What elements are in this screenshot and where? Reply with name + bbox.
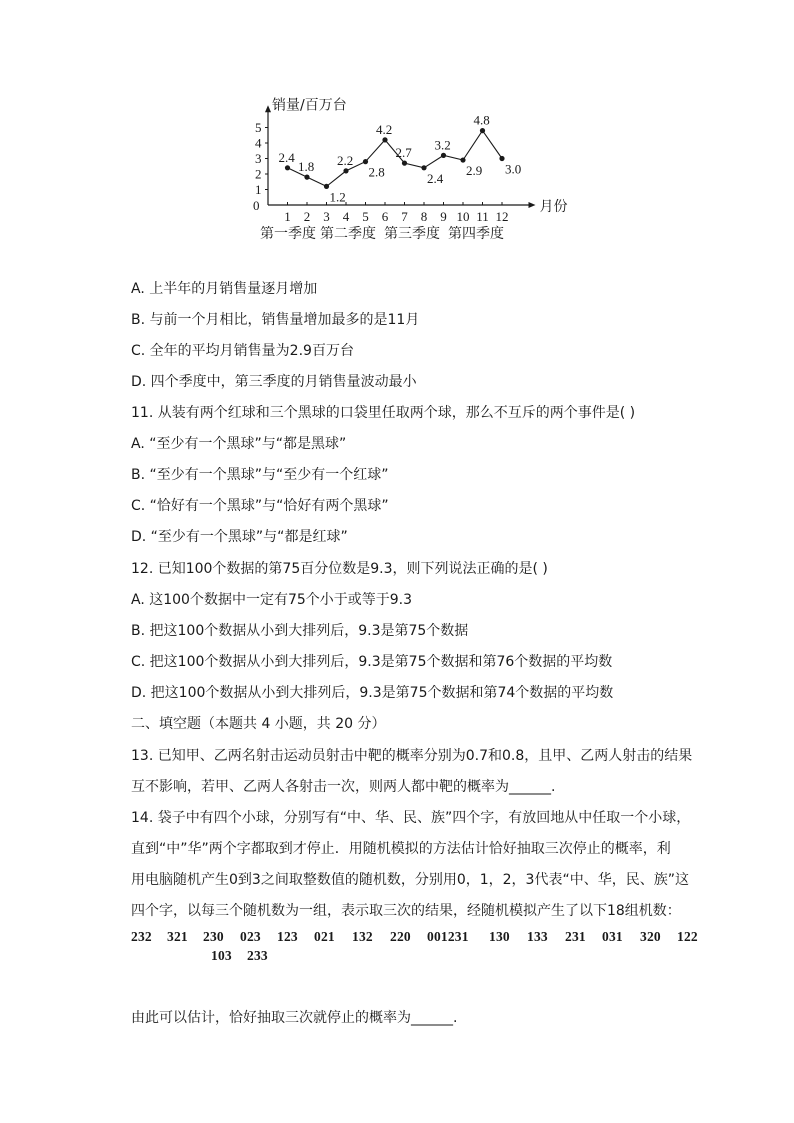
x-tick-label: 5 [362,209,369,224]
random-number: 001231 [427,929,469,944]
data-point [441,153,446,158]
q12-option-c: C. 把这100个数据从小到大排列后，9.3是第75个数据和第76个数据的平均数 [131,654,613,670]
quarter-label: 第四季度 [448,226,504,242]
y-axis-arrow [265,105,271,112]
data-label: 2.8 [368,164,385,180]
q11-stem: 11. 从装有两个红球和三个黑球的口袋里任取两个球，那么不互斥的两个事件是( ) [131,405,636,421]
data-point [402,161,407,166]
q10-option-d: D. 四个季度中，第三季度的月销售量波动最小 [131,374,417,390]
x-tick-label: 7 [401,209,408,224]
random-number: 123 [277,929,298,944]
q12-option-b: B. 把这100个数据从小到大排列后，9.3是第75个数据 [131,623,469,639]
random-number: 231 [565,929,586,944]
q13-line: 互不影响，若甲、乙两人各射击一次，则两人都中靶的概率为______. [131,779,556,795]
y-tick-label: 5 [255,120,262,135]
data-point [382,137,387,142]
section-heading: 二、填空题（本题共 4 小题，共 20 分） [131,716,386,732]
y-tick-label: 0 [253,198,260,213]
x-axis-arrow [529,202,536,208]
x-tick-label: 10 [456,209,470,224]
data-point [285,165,290,170]
quarter-labels [260,223,504,243]
quarter-label: 第三季度 [384,226,440,242]
data-point [324,184,329,189]
q14-line: 用电脑随机产生0到3之间取整数值的随机数，分别用0，1，2，3代表“中、华，民、族”这 [131,872,689,888]
random-numbers-row-2 [211,948,268,964]
y-tick-label: 2 [255,166,262,182]
data-point [421,165,426,170]
random-number: 321 [167,929,188,944]
x-tick-label: 3 [323,209,330,224]
x-tick-label: 11 [476,209,489,224]
q13-line: 13. 已知甲、乙两名射击运动员射击中靶的概率分别为0.7和0.8，且甲、乙两人射击的结果 [131,748,693,764]
q11-option-c: C. “恰好有一个黑球”与“恰好有两个黑球” [131,498,389,514]
random-number: 133 [527,929,548,944]
q11-option-d: D. “至少有一个黑球”与“都是红球” [131,529,348,545]
quarter-label: 第二季度 [320,226,376,242]
q12-stem: 12. 已知100个数据的第75百分位数是9.3，则下列说法正确的是( ) [131,561,548,577]
q11-option-b: B. “至少有一个黑球”与“至少有一个红球” [131,467,389,483]
random-number: 130 [489,929,510,944]
q14-line: 四个字，以每三个随机数为一组，表示取三次的结果，经随机模拟产生了以下18组机数： [131,903,681,919]
random-number: 023 [240,929,261,944]
q12-option-a: A. 这100个数据中一定有75个小于或等于9.3 [131,592,413,608]
q10-option-c: C. 全年的平均月销售量为2.9百万台 [131,343,354,359]
x-tick-label: 12 [495,209,509,224]
x-tick-label: 6 [381,209,389,224]
data-label: 1.8 [298,159,315,175]
random-numbers-row-1 [131,929,698,945]
data-label: 3.2 [434,137,451,153]
data-point [480,128,485,133]
random-number: 122 [677,929,698,944]
y-tick-label: 3 [255,151,262,166]
data-point [363,159,368,164]
quarter-label: 第一季度 [260,226,316,242]
data-label: 2.4 [278,149,295,165]
data-point [304,175,309,180]
q11-option-a: A. “至少有一个黑球”与“都是黑球” [131,436,347,452]
random-number: 220 [390,929,411,944]
q14-line: 14. 袋子中有四个小球，分别写有“中、华、民、族”四个字，有放回地从中任取一个小球， [131,810,691,826]
data-label: 1.2 [329,189,346,205]
random-number: 103 [211,948,232,963]
y-tick-label: 4 [255,135,262,151]
data-label: 3.0 [505,161,522,177]
data-point [499,156,504,161]
x-tick-label: 4 [342,209,350,224]
q10-option-b: B. 与前一个月相比，销售量增加最多的是11月 [131,312,420,328]
data-label: 4.8 [473,112,490,128]
x-tick-label: 9 [440,209,447,224]
random-number: 132 [352,929,373,944]
q14-line: 直到“中”华”两个字都取到才停止．用随机模拟的方法估计恰好抽取三次停止的概率，利 [131,841,671,857]
q10-option-a: A. 上半年的月销售量逐月增加 [131,281,318,297]
y-tick-label: 1 [255,182,262,197]
random-number: 320 [640,929,661,944]
data-label: 2.4 [427,170,444,186]
random-number: 232 [131,929,152,944]
random-number: 230 [203,929,224,944]
data-point [343,168,348,173]
x-axis-label: 月份 [539,199,568,215]
data-label: 2.7 [395,145,412,161]
x-tick-label: 2 [303,209,311,224]
q14-conclusion: 由此可以估计，恰好抽取三次就停止的概率为______. [131,1010,458,1026]
data-label: 2.9 [466,163,483,179]
y-axis-label: 销量/百万台 [272,97,347,114]
q12-option-d: D. 把这100个数据从小到大排列后，9.3是第75个数据和第74个数据的平均数 [131,685,614,701]
x-tick-label: 8 [420,209,428,224]
data-point [460,157,465,162]
random-number: 233 [247,948,268,963]
data-label: 2.2 [337,152,354,168]
random-number: 031 [602,929,623,944]
random-number: 021 [314,929,335,944]
data-label: 4.2 [376,121,393,137]
x-tick-label: 1 [284,209,291,224]
